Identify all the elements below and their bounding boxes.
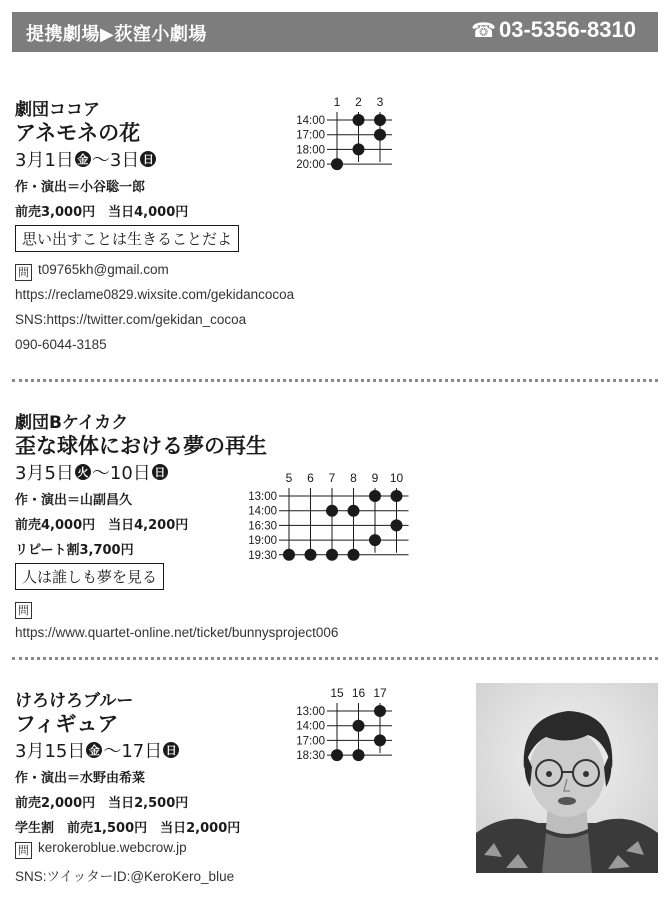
run-dates: 3月5日 火 〜 10日 日 (15, 459, 169, 485)
contact-sns: SNS:ツイッターID:@KeroKero_blue (15, 869, 235, 884)
day-label: 7 (328, 471, 336, 485)
day-label: 15 (330, 686, 344, 700)
play-title: 歪な球体における夢の再生 (15, 434, 267, 458)
day-label: 3 (376, 95, 384, 109)
show-dot (391, 519, 403, 531)
troupe-name: 劇団ココア (15, 100, 100, 120)
time-label: 17:00 (296, 735, 325, 748)
time-label: 14:00 (296, 720, 325, 733)
weekday-badge: 金 (75, 151, 91, 167)
showtime-grid (280, 683, 410, 773)
time-label: 16:30 (248, 520, 277, 533)
time-label: 19:00 (248, 535, 277, 548)
weekday-badge: 火 (75, 464, 91, 480)
contact-phone: 090-6044-3185 (15, 337, 107, 352)
weekday-badge: 日 (152, 464, 168, 480)
contact-email: 問 t09765kh@gmail.com (15, 262, 169, 281)
troupe-name: 劇団Bケイカク (15, 413, 129, 433)
weekday-badge: 日 (163, 742, 179, 758)
show-dot (374, 705, 386, 717)
show-dot (374, 114, 386, 126)
time-label: 13:00 (248, 491, 277, 503)
show-dot (369, 490, 381, 502)
section-divider (12, 657, 658, 660)
show-dot (348, 549, 360, 561)
weekday-badge: 金 (86, 742, 102, 758)
time-label: 18:30 (296, 750, 325, 763)
contact-url: https://reclame0829.wixsite.com/gekidancocoa (15, 287, 295, 302)
day-label: 5 (285, 471, 293, 485)
show-dot (331, 158, 343, 170)
credit: 作・演出＝水野由希菜 (15, 771, 146, 786)
inquiry-icon: 問 (15, 602, 32, 619)
show-dot (331, 749, 343, 761)
venue-name: 提携劇場▶荻窪小劇場 (26, 24, 207, 45)
price-student: 学生割 前売1,500円 当日2,000円 (15, 821, 241, 836)
weekday-badge: 日 (140, 151, 156, 167)
price-repeat: リピート割3,700円 (15, 543, 134, 558)
show-dot (326, 549, 338, 561)
tagline: 人は誰しも夢を見る (15, 563, 164, 590)
portrait-photo (476, 683, 658, 873)
contact-sns: SNS:https://twitter.com/gekidan_cocoa (15, 312, 247, 327)
day-label: 1 (333, 95, 341, 109)
day-label: 6 (307, 471, 314, 485)
time-label: 14:00 (296, 115, 325, 127)
day-label: 9 (371, 471, 379, 485)
venue-phone (471, 17, 636, 43)
time-label: 20:00 (296, 159, 325, 172)
show-dot (369, 534, 381, 546)
run-dates: 3月15日 金 〜 17日 日 (15, 737, 180, 763)
price: 前売2,000円 当日2,500円 (15, 796, 189, 811)
show-dot (391, 490, 403, 502)
show-dot (353, 143, 365, 155)
show-dot (326, 505, 338, 517)
inquiry-icon: 問 (15, 264, 32, 281)
show-dot (348, 505, 360, 517)
run-dates: 3月1日 金 〜 3日 日 (15, 146, 157, 172)
show-dot (283, 549, 295, 561)
inquiry-icon: 問 (15, 842, 32, 859)
time-label: 17:00 (296, 129, 325, 142)
play-title: フィギュア (15, 712, 119, 736)
day-label: 17 (373, 686, 387, 700)
phone-icon: ☎ (471, 20, 496, 42)
time-label: 13:00 (296, 706, 325, 718)
credit: 作・演出＝山副昌久 (15, 493, 133, 508)
play-title: アネモネの花 (15, 121, 141, 145)
contact-url: 問 kerokeroblue.webcrow.jp (15, 840, 187, 859)
show-dot (374, 129, 386, 141)
price: 前売3,000円 当日4,000円 (15, 205, 189, 220)
show-dot (305, 549, 317, 561)
troupe-name: けろけろブルー (15, 691, 134, 711)
credit: 作・演出＝小谷聡一郎 (15, 180, 146, 195)
contact-inquiry (15, 600, 38, 619)
phone-number: 03-5356-8310 (498, 17, 636, 42)
section-divider (12, 379, 658, 382)
time-label: 19:30 (248, 549, 277, 562)
price: 前売4,000円 当日4,200円 (15, 518, 189, 533)
show-dot (353, 114, 365, 126)
time-label: 18:00 (296, 144, 325, 157)
show-dot (353, 749, 365, 761)
day-label: 2 (355, 95, 362, 109)
time-label: 14:00 (248, 505, 277, 518)
showtime-grid (280, 92, 410, 182)
tagline: 思い出すことは生きることだよ (15, 225, 239, 252)
contact-url: https://www.quartet-online.net/ticket/bunnysproject006 (15, 625, 339, 640)
showtime-grid (232, 468, 422, 574)
day-label: 10 (389, 471, 404, 485)
day-label: 16 (351, 686, 366, 700)
day-label: 8 (350, 471, 357, 485)
venue-header (12, 12, 658, 52)
show-dot (374, 734, 386, 746)
show-dot (353, 720, 365, 732)
